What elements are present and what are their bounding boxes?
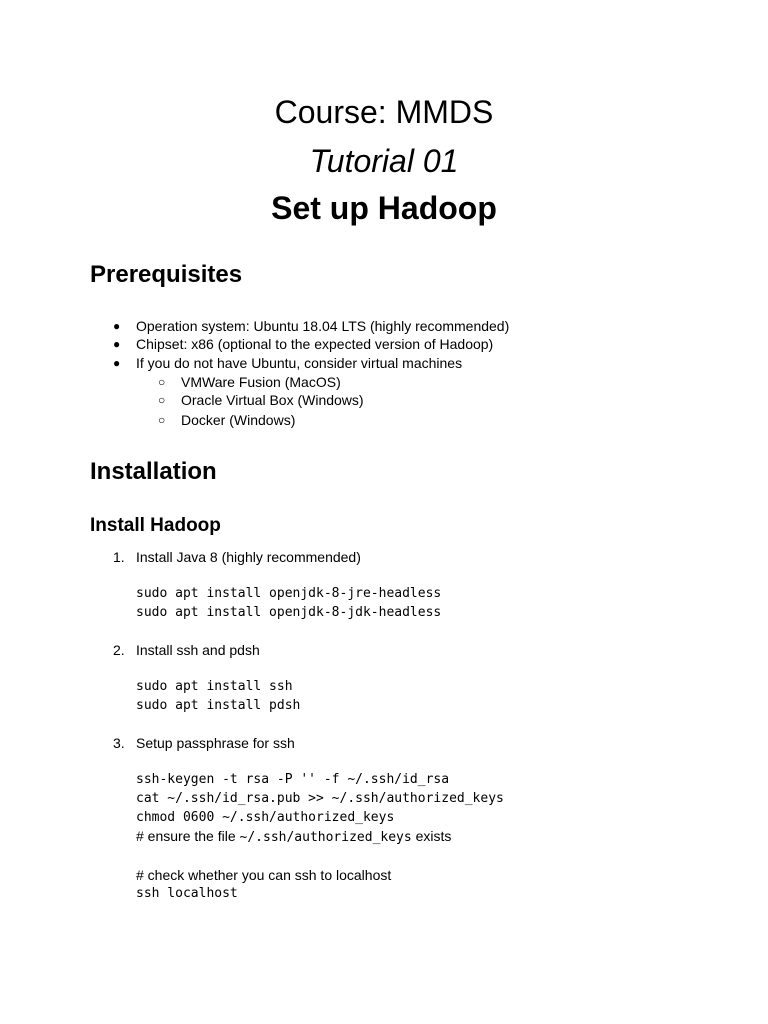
bullet-icon: ● — [113, 356, 121, 370]
prerequisites-heading: Prerequisites — [90, 261, 243, 288]
prerequisite-item: Chipset: x86 (optional to the expected version of Hadoop) — [136, 336, 494, 352]
prerequisite-sub-item: Oracle Virtual Box (Windows) — [181, 392, 364, 408]
step-number: 2. — [113, 642, 125, 658]
code-line: sudo apt install openjdk-8-jdk-headless — [136, 605, 442, 620]
code-line: ssh-keygen -t rsa -P '' -f ~/.ssh/id_rsa — [136, 772, 450, 787]
prerequisite-sub-item: Docker (Windows) — [181, 412, 296, 428]
comment-path: ~/.ssh/authorized_keys — [239, 830, 412, 845]
bullet-icon: ● — [113, 319, 121, 333]
prerequisite-sub-item: VMWare Fusion (MacOS) — [181, 374, 341, 390]
installation-heading: Installation — [90, 458, 217, 485]
step-number: 1. — [113, 549, 125, 565]
prerequisite-item: If you do not have Ubuntu, consider virtual machines — [136, 355, 463, 371]
step-label: Setup passphrase for ssh — [136, 735, 295, 751]
step-label: Install Java 8 (highly recommended) — [136, 549, 361, 565]
sub-bullet-icon: ○ — [158, 393, 166, 407]
comment-text: exists — [415, 828, 452, 844]
bullet-icon: ● — [113, 337, 121, 351]
code-line: sudo apt install openjdk-8-jre-headless — [136, 586, 442, 601]
document-title: Set up Hadoop — [271, 190, 497, 226]
code-comment — [136, 829, 451, 844]
code-line: sudo apt install pdsh — [136, 698, 301, 713]
code-line: ssh localhost — [136, 886, 238, 901]
step-number: 3. — [113, 735, 125, 751]
install-hadoop-heading: Install Hadoop — [90, 515, 221, 536]
code-line: sudo apt install ssh — [136, 679, 293, 694]
comment-text: # ensure the file — [136, 828, 236, 844]
sub-bullet-icon: ○ — [158, 413, 166, 427]
tutorial-title: Tutorial 01 — [309, 143, 459, 179]
code-line: chmod 0600 ~/.ssh/authorized_keys — [136, 810, 395, 825]
course-title: Course: MMDS — [274, 94, 494, 130]
code-comment: # check whether you can ssh to localhost — [136, 867, 392, 883]
code-line: cat ~/.ssh/id_rsa.pub >> ~/.ssh/authorized_keys — [136, 791, 504, 806]
prerequisite-item: Operation system: Ubuntu 18.04 LTS (highly recommended) — [136, 318, 510, 334]
step-label: Install ssh and pdsh — [136, 642, 260, 658]
sub-bullet-icon: ○ — [158, 375, 166, 389]
